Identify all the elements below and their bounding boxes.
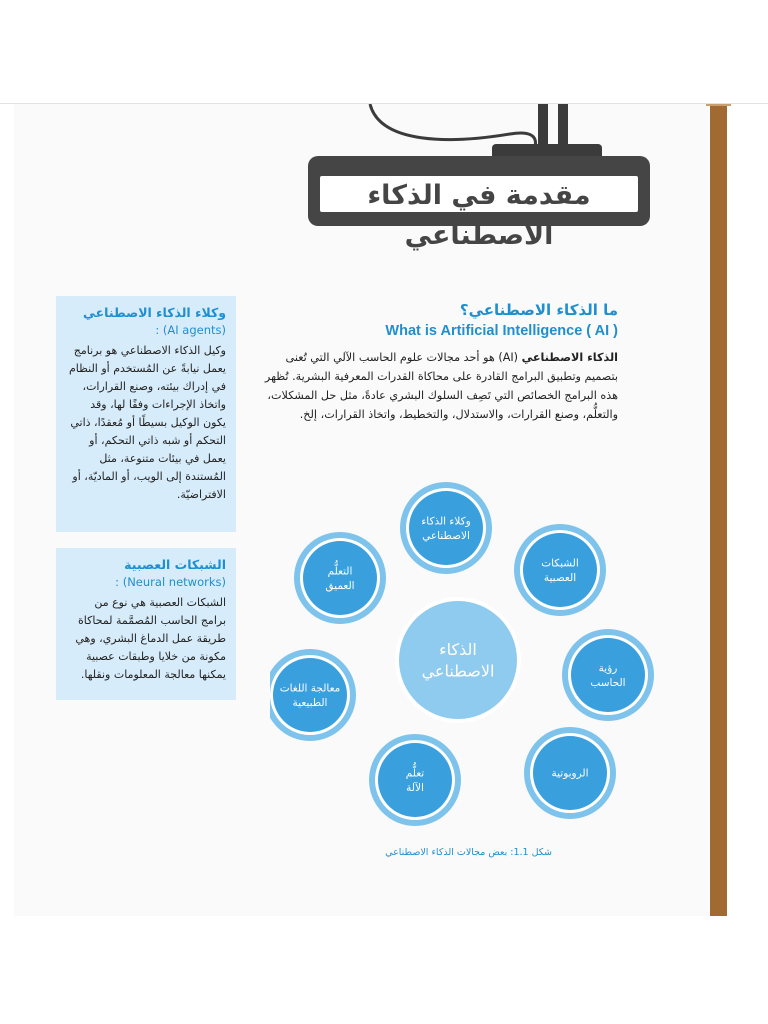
field-node [303, 541, 377, 615]
field-node [409, 491, 483, 565]
page-title: مقدمة في الذكاء الاصطناعي [367, 180, 591, 251]
field-node-label [325, 560, 354, 591]
ai-fields-diagram [270, 470, 660, 850]
field-node-label [406, 762, 425, 793]
page-edge-bar [710, 104, 727, 916]
node-label-line: وكلاء الذكاء [421, 515, 471, 528]
title-plaque [300, 104, 660, 251]
node-label-line: الطبيعية [292, 696, 328, 709]
center-node [399, 601, 517, 719]
sidebar-title: وكلاء الذكاء الاصطناعي [82, 305, 226, 320]
definition-paragraph [262, 348, 618, 424]
sidebar-neural-networks [56, 548, 236, 700]
section-heading-arabic: ما الذكاء الاصطناعي؟ [459, 301, 618, 319]
main-section [262, 300, 618, 424]
node-label-line: معالجة اللغات [279, 682, 341, 695]
node-label-line: الذكاء [439, 639, 477, 659]
node-label-line: تعلُّم [405, 767, 425, 780]
field-node [523, 533, 597, 607]
figure-caption: شكل 1.1: بعض مجالات الذكاء الاصطناعي [385, 847, 552, 858]
sidebar-subtitle: (AI agents) : [155, 323, 226, 337]
field-node [273, 658, 347, 732]
sidebar-ai-agents [56, 296, 236, 532]
field-node-label [551, 768, 588, 780]
diagram-svg [270, 470, 660, 850]
edge-tick [706, 104, 731, 106]
field-node [571, 638, 645, 712]
section-heading-english: What is Artificial Intelligence ( AI ) [385, 323, 618, 339]
node-label-line: الاصطناعي [422, 529, 470, 542]
node-label-line: العصبية [543, 571, 577, 584]
node-label-line: الاصطناعي [421, 661, 495, 681]
node-label-line: الروبوتية [551, 767, 589, 780]
sidebar-body: وكيل الذكاء الاصطناعي هو برنامج يعمل نيابةً عن المُستخدم أو النظام في إدراك بيئته، وصنع القرارات، واتخاذ الإجراءات وفقًا لها، وقد يكون الوكيل بسيطًا أو مُعقدًا، ذاتي التحكم أو شبه ذاتي التحكم، أو يعمل في بيئات متنوعة، مثل المُستندة إلى الويب، أو الماديّة، أو الافتراضيّة. [68, 344, 226, 501]
sidebar-title: الشبكات العصبية [124, 557, 226, 572]
node-label-line: رؤية [598, 662, 618, 675]
definition-body: (AI) هو أحد مجالات علوم الحاسب الآلي التي تُعنى بتصميم وتطبيق البرامج القادرة على محاكاة القدرات المعرفية البشرية. تُظهر هذه البرامج الخصائص التي تَصِف السلوك البشري عادةً، مثل حل المشكلات، والتعلُّم، وصنع القرارات، والاستدلال، والتخطيط، واتخاذ القرارات، إلخ. [264, 351, 618, 421]
sidebar-body: الشبكات العصبية هي نوع من برامج الحاسب المُصمَّمة لمحاكاة طريقة عمل الدماغ البشري، وهي مكونة من خلايا وطبقات عصبية يمكنها معالجة المعلومات ونقلها. [75, 596, 226, 681]
sidebar-subtitle: (Neural networks) : [115, 575, 226, 589]
node-label-line: الشبكات [541, 557, 579, 570]
node-label-line: العميق [325, 579, 355, 592]
definition-term: الذكاء الاصطناعي [521, 351, 618, 364]
node-label-line: الآلة [406, 781, 424, 794]
node-label-line: التعلُّم [327, 565, 353, 578]
node-label-line: الحاسب [590, 676, 626, 689]
field-node [378, 743, 452, 817]
